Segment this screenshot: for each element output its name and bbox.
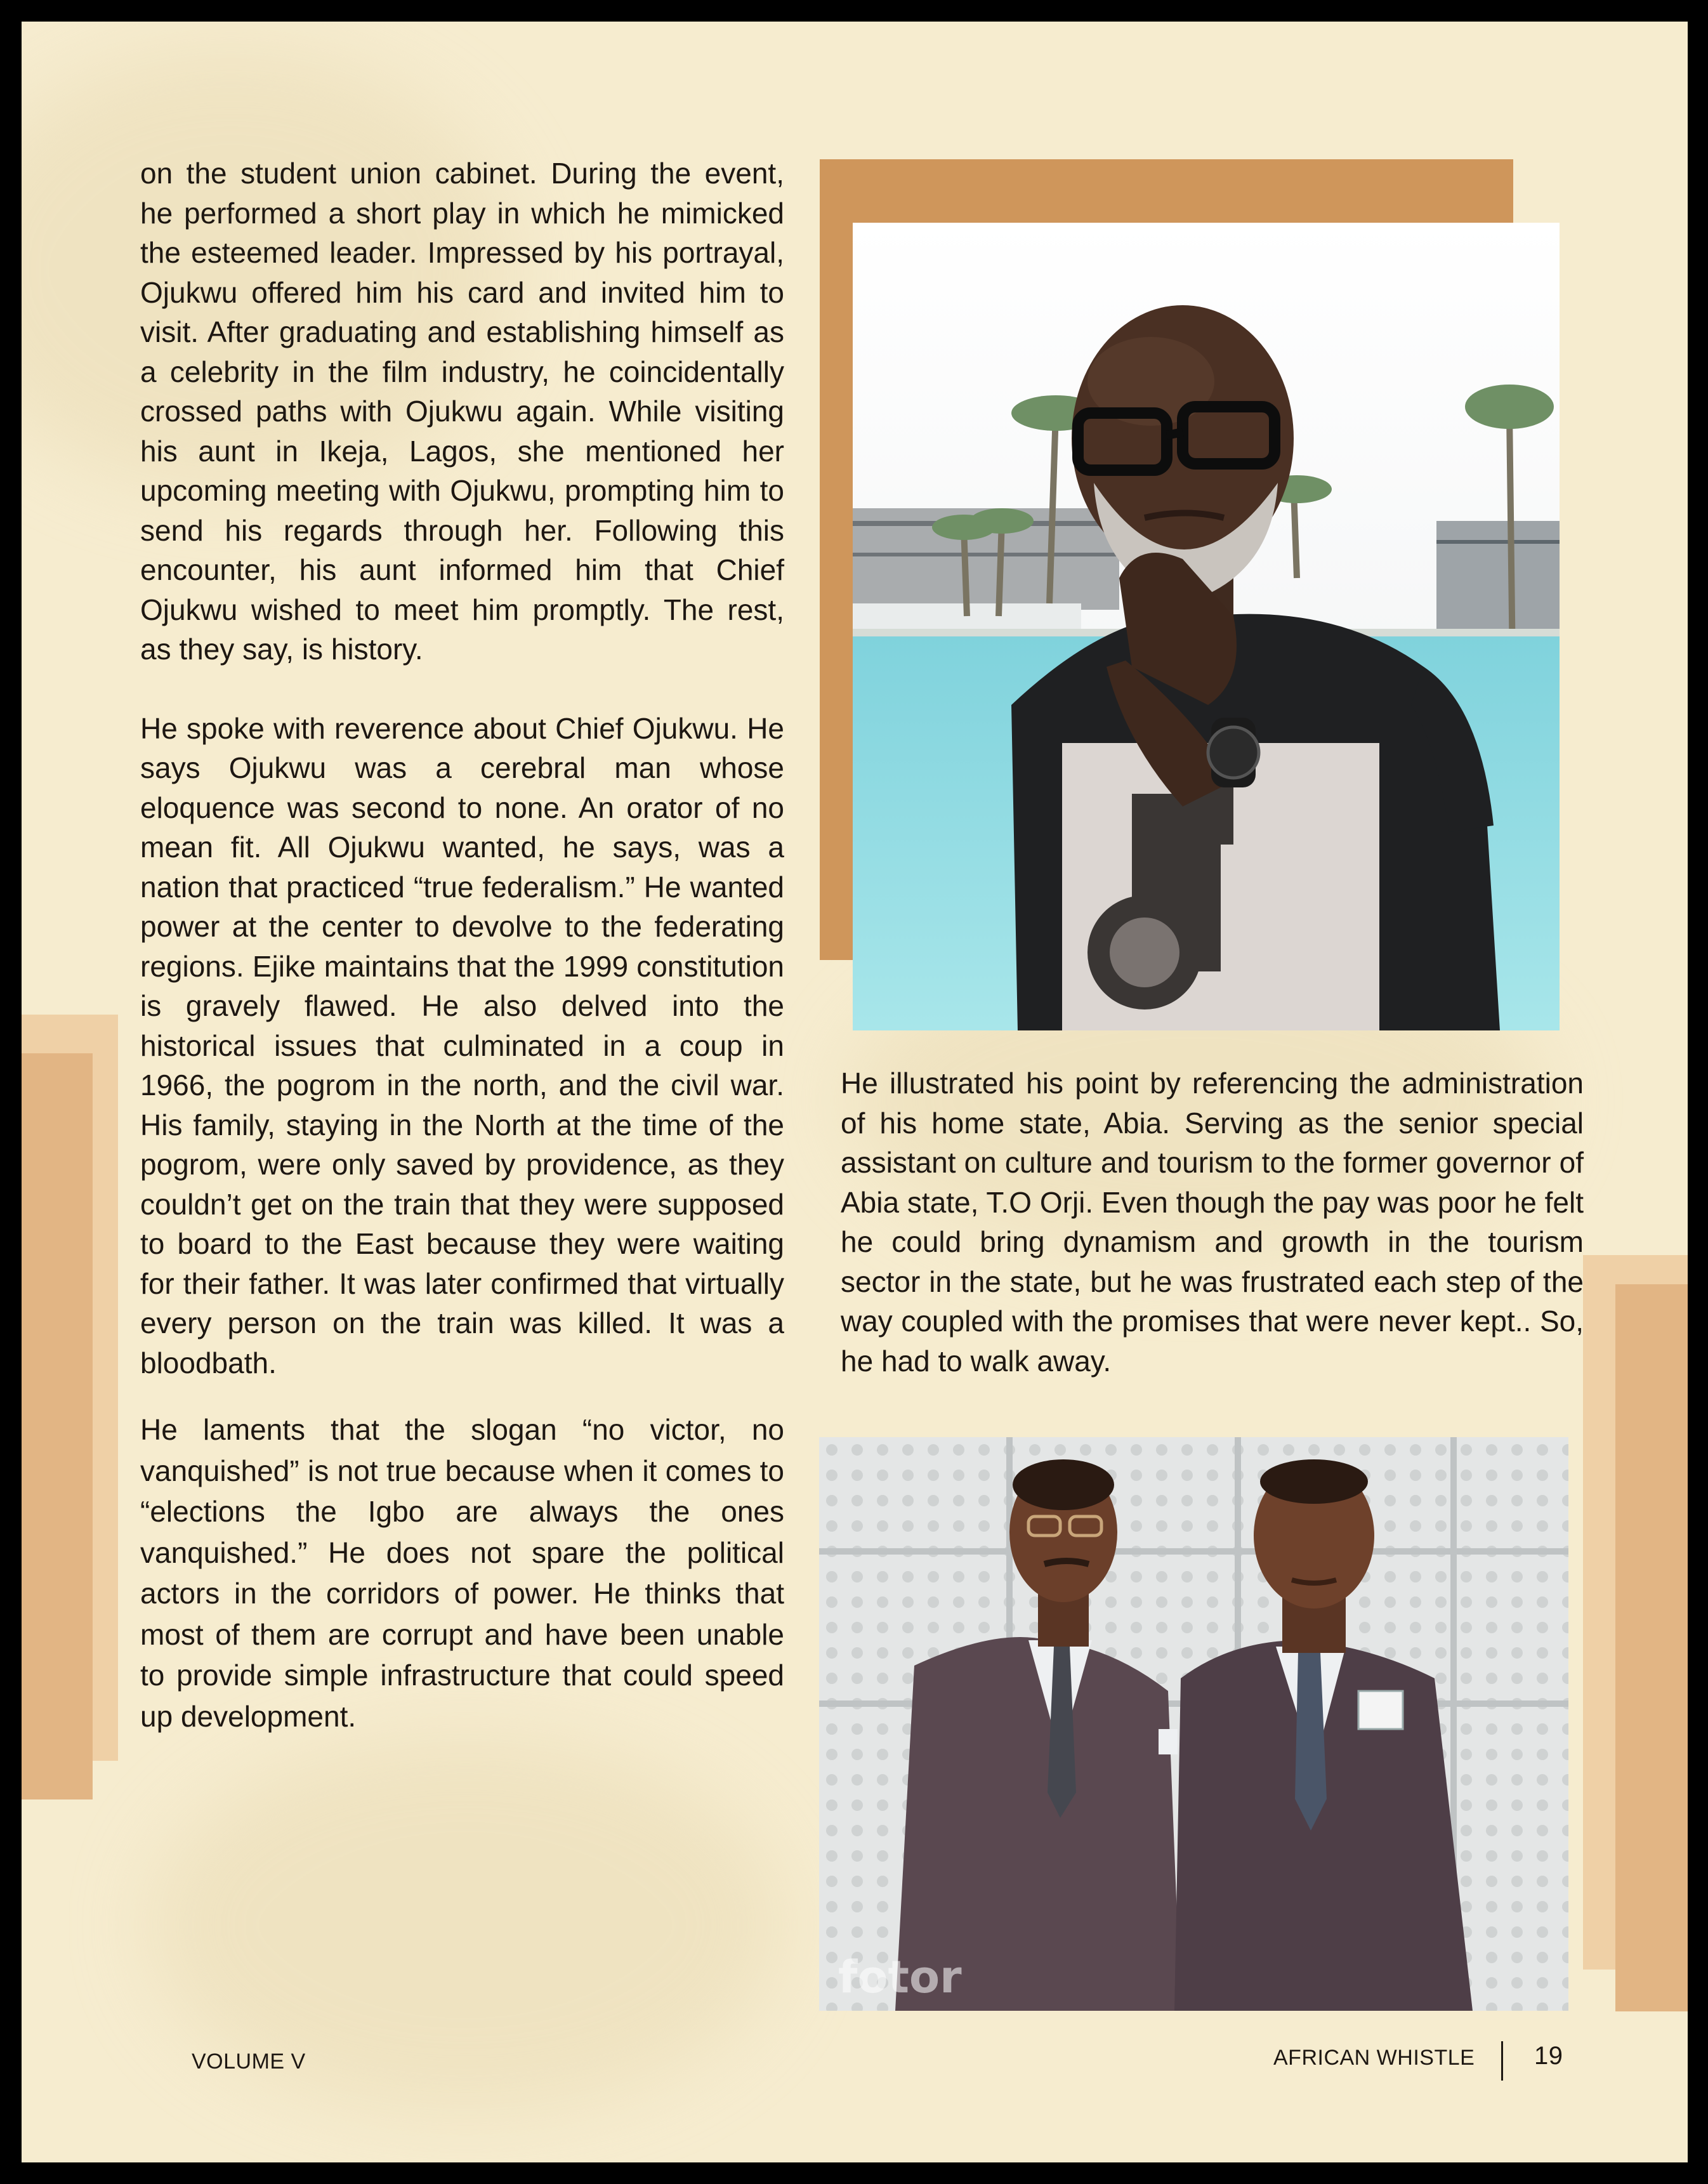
paragraph: He spoke with reverence about Chief Ojukwu. He says Ojukwu was a cerebral man whose eloquence was second to none. An orator of no mean fit. All Ojukwu wanted, he says, was a nation that practiced “true federalism.” He wanted power at the center to devolve to the federating regions. Ejike maintains that the 1999 constitution is gravely flawed. He also delved into the historical issues that culminated in a coup in 1966, the pogrom in the north, and the civil war. His family, staying in the North at the time of the pogrom, were only saved by providence, as they couldn’t get on the train that they were supposed to board to the East because they were waiting for their father. It was later confirmed that virtually every person on the train was killed. It was a bloodbath.	[140, 711, 784, 1379]
fotor-watermark: fotor	[838, 1951, 962, 2003]
left-accent-block	[22, 1053, 93, 1799]
paragraph: on the student union cabinet. During the event, he performed a short play in which he mimicked the esteemed leader. Impressed by his portrayal, Ojukwu offered him his card and invited him to visit. After graduating and establishing himself as a celebrity in the film industry, he coincidentally crossed paths with Ojukwu again. While visiting his aunt in Ikeja, Lagos, she mentioned her upcoming meeting with Ojukwu, prompting him to send his regards through her. Following this encounter, his aunt informed him that Chief Ojukwu wished to meet him promptly. The rest, as they say, is history.	[140, 157, 784, 666]
magazine-page	[22, 22, 1688, 2162]
right-accent-block	[1615, 1284, 1688, 2011]
left-column	[140, 154, 784, 1737]
paragraph: He laments that the slogan “no victor, no vanquished” is not true because when it comes to “elections the Igbo are always the ones vanquished.” He does not spare the political actors in the corridors of power. He thinks that most of them are corrupt and have been unable to provide simple infrastructure that could speed up development.	[140, 1413, 784, 1733]
paragraph: He illustrated his point by referencing the administration of his home state, Abia. Serving as the senior special assistant on culture and tourism to the former governor of Abia state, T.O Orji. Even though the pay was poor he felt he could bring dynamism and growth in the tourism sector in the state, but he was frustrated each step of the way coupled with the promises that were never kept.. So, he had to walk away.	[841, 1067, 1584, 1378]
footer-volume: VOLUME V	[192, 2049, 306, 2074]
portrait-photo-poolside	[853, 223, 1560, 1030]
footer-divider	[1501, 2041, 1503, 2081]
footer-publication-name: AFRICAN WHISTLE	[1273, 2046, 1475, 2070]
photo-two-men-in-suits	[819, 1437, 1568, 2011]
page-number: 19	[1534, 2042, 1563, 2070]
